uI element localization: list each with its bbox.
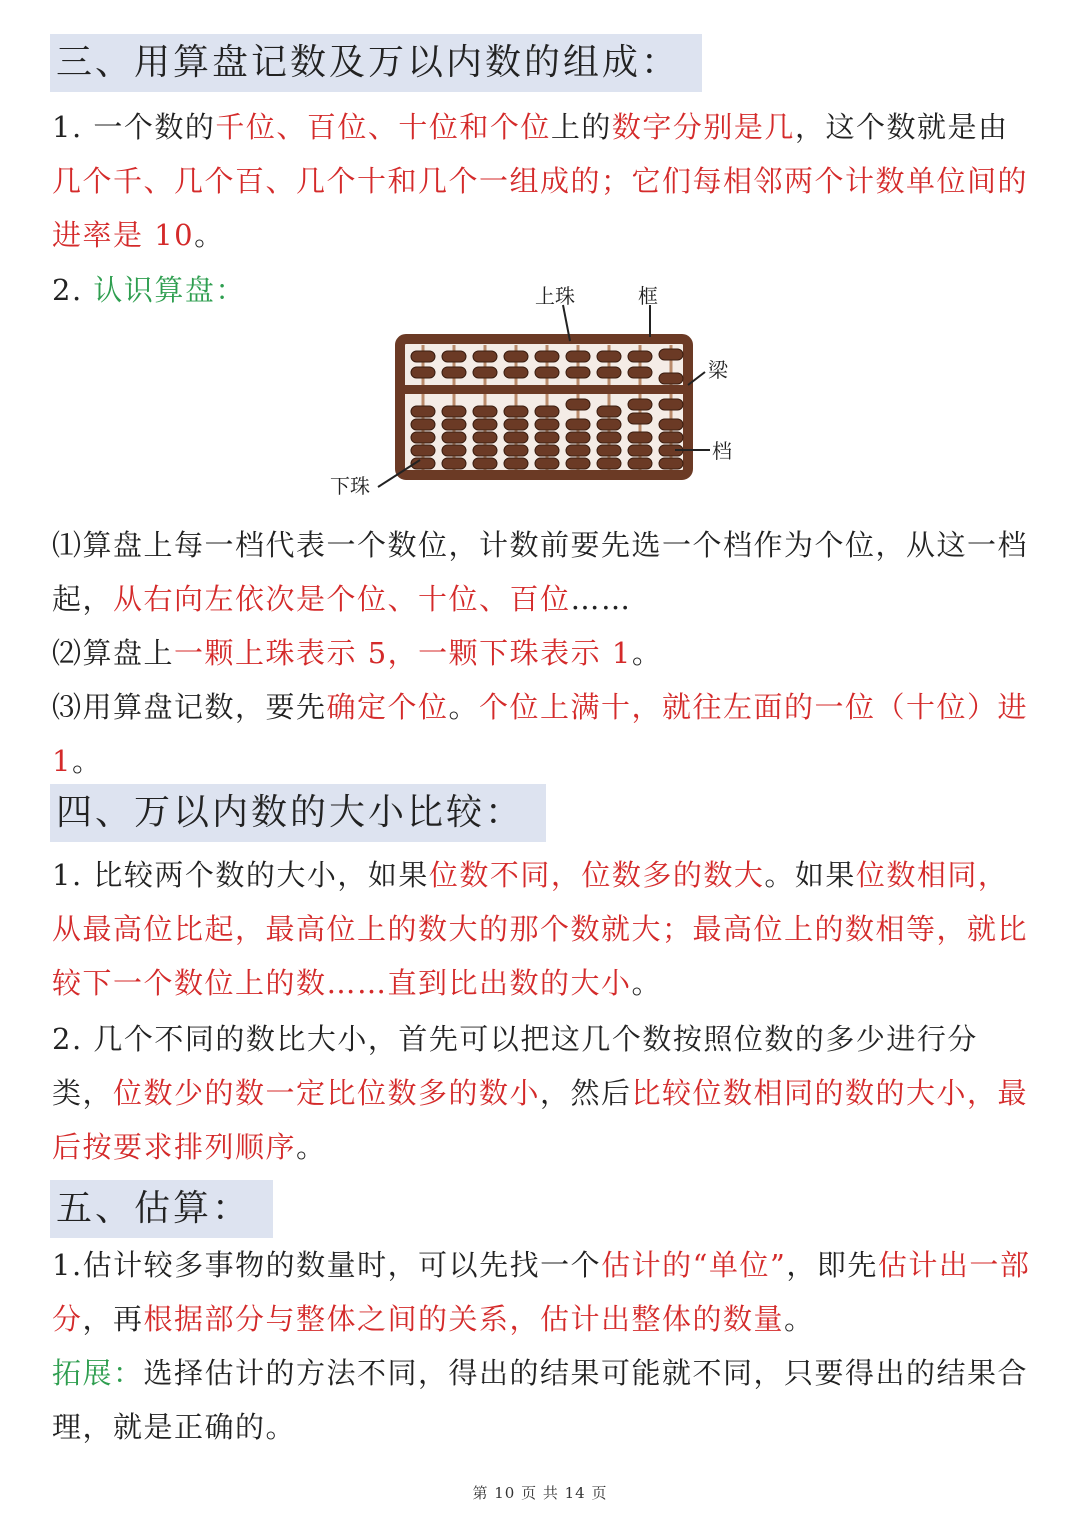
highlight-run: 一颗上珠表示 5，一颗下珠表示 1 <box>174 636 632 670</box>
abacus-lower-bead <box>411 432 435 443</box>
abacus-lower-bead <box>628 413 652 424</box>
abacus-intro-label: 认识算盘： <box>93 273 246 307</box>
label-beam: 梁 <box>708 358 728 382</box>
text-run: ⑴算盘上每一档代表一个数位，计数前要先选一个档作为个位，从这一档起， <box>52 528 1029 616</box>
text-run: …… <box>570 582 632 616</box>
abacus-upper-bead <box>535 367 559 378</box>
abacus-lower-bead <box>504 406 528 417</box>
text-run: 。 <box>784 1302 815 1336</box>
abacus-lower-bead <box>473 432 497 443</box>
abacus-lower-bead <box>597 458 621 469</box>
abacus-lower-bead <box>504 445 528 456</box>
text-run: 1.估计较多事物的数量时，可以先找一个 <box>52 1248 602 1282</box>
abacus-lower-bead <box>535 458 559 469</box>
text-run: 。 <box>631 966 663 1000</box>
text-run: 选择估计的方法不同，得出的结果可能就不同，只要得出的结果合理，就是正确的。 <box>52 1356 1029 1444</box>
label-rod: 档 <box>712 439 732 463</box>
highlight-run: 根据部分与整体之间的关系，估计出整体的数量 <box>143 1302 785 1336</box>
abacus-lower-bead <box>566 445 590 456</box>
abacus-upper-bead <box>473 351 497 362</box>
abacus-lower-bead <box>442 406 466 417</box>
abacus-lower-bead <box>473 445 497 456</box>
text-run: 。如果 <box>764 858 856 892</box>
abacus-lower-bead <box>535 406 559 417</box>
abacus-lower-bead <box>411 445 435 456</box>
abacus-lower-bead <box>504 419 528 430</box>
abacus-beads <box>411 349 683 469</box>
abacus-lower-bead <box>659 458 683 469</box>
highlight-run: 位数不同，位数多的数大 <box>428 858 765 892</box>
section-heading-4: 四、万以内数的大小比较： <box>50 784 546 842</box>
text-run: 上的 <box>550 110 612 144</box>
highlight-run: 估计出一部分 <box>52 1248 1031 1336</box>
abacus-upper-bead <box>659 373 683 384</box>
abacus-upper-bead <box>597 351 621 362</box>
text-run: ，再 <box>82 1302 144 1336</box>
abacus-lower-bead <box>473 458 497 469</box>
abacus-lower-bead <box>473 419 497 430</box>
text-run: 。 <box>296 1130 327 1164</box>
section3-item-3 <box>52 680 1037 788</box>
extension-label: 拓展： <box>52 1356 144 1390</box>
highlight-run: 从右向左依次是个位、十位、百位 <box>113 582 571 616</box>
text-run: ，然后 <box>540 1076 632 1110</box>
section3-item-1 <box>52 518 1037 626</box>
abacus-lower-bead <box>411 406 435 417</box>
abacus-lower-bead <box>566 432 590 443</box>
abacus-lower-bead <box>597 406 621 417</box>
highlight-run: 位数少的数一定比位数多的数小 <box>113 1076 541 1110</box>
abacus-upper-bead <box>504 367 528 378</box>
abacus-upper-bead <box>628 351 652 362</box>
highlight-run: 估计的“单位” <box>601 1248 787 1282</box>
text-run: 。 <box>194 218 225 252</box>
abacus-upper-bead <box>628 367 652 378</box>
abacus-lower-bead <box>566 419 590 430</box>
abacus-upper-bead <box>566 351 590 362</box>
list-number: 2. <box>52 273 94 307</box>
abacus-lower-bead <box>659 399 683 410</box>
abacus-upper-bead <box>597 367 621 378</box>
text-run: ⑵算盘上 <box>52 636 175 670</box>
highlight-run: 千位、百位、十位和个位 <box>215 110 551 144</box>
abacus-svg <box>320 275 760 505</box>
abacus-lower-bead <box>473 406 497 417</box>
abacus-beam <box>400 385 688 394</box>
text-run: ⑶用算盘记数，要先 <box>52 690 327 724</box>
abacus-lower-bead <box>442 432 466 443</box>
abacus-lower-bead <box>597 419 621 430</box>
abacus-lower-bead <box>442 458 466 469</box>
abacus-lower-bead <box>504 458 528 469</box>
section-heading-3: 三、用算盘记数及万以内数的组成： <box>50 34 702 92</box>
section-heading-5: 五、估算： <box>50 1180 273 1238</box>
abacus-upper-bead <box>442 367 466 378</box>
abacus-upper-bead <box>411 367 435 378</box>
highlight-run: 比较位数相同的数的大小，最后按要求排列顺序 <box>52 1076 1029 1164</box>
highlight-run: 数字分别是几 <box>611 110 795 144</box>
label-frame: 框 <box>638 284 658 308</box>
text-run: 。 <box>71 744 103 778</box>
label-upper-bead: 上珠 <box>535 284 575 308</box>
text-run: 。 <box>448 690 480 724</box>
abacus-lower-bead <box>628 399 652 410</box>
abacus-upper-bead <box>473 367 497 378</box>
abacus-illustration <box>320 275 760 505</box>
text-run: 2. 几个不同的数比大小，首先可以把这几个数按照位数的多少进行分类， <box>52 1022 978 1110</box>
abacus-lower-bead <box>597 445 621 456</box>
abacus-lower-bead <box>628 432 652 443</box>
abacus-lower-bead <box>442 419 466 430</box>
text-run: 。 <box>631 636 663 670</box>
abacus-lower-bead <box>535 445 559 456</box>
section5-paragraph-1 <box>52 1238 1037 1346</box>
label-lower-bead: 下珠 <box>330 474 370 498</box>
abacus-lower-bead <box>504 432 528 443</box>
abacus-lower-bead <box>535 419 559 430</box>
section3-paragraph-1 <box>52 100 1037 262</box>
abacus-lower-bead <box>566 399 590 410</box>
section4-paragraph-2 <box>52 1012 1037 1174</box>
abacus-lower-bead <box>597 432 621 443</box>
highlight-run: 确定个位 <box>326 690 449 724</box>
abacus-upper-bead <box>566 367 590 378</box>
page-footer: 第 10 页 共 14 页 <box>472 1484 608 1502</box>
text-run: 1. 比较两个数的大小，如果 <box>52 858 429 892</box>
highlight-run: 个位上满十，就往左面的一位（十位）进 1 <box>52 690 1029 778</box>
abacus-upper-bead <box>659 349 683 360</box>
abacus-lower-bead <box>411 419 435 430</box>
abacus-upper-bead <box>442 351 466 362</box>
highlight-run: 位数相同，从最高位比起，最高位上的数大的那个数就大；最高位上的数相等，就比较下一个数位上的数……直到比出数的大小 <box>52 858 1029 1000</box>
text-run: 1. 一个数的 <box>52 110 216 144</box>
abacus-lower-bead <box>442 445 466 456</box>
text-run: ，这个数就是由 <box>794 110 1009 144</box>
text-run: ，即先 <box>786 1248 878 1282</box>
abacus-lower-bead <box>659 419 683 430</box>
section3-item-2 <box>52 626 1037 680</box>
section5-extension <box>52 1346 1037 1454</box>
abacus-upper-bead <box>535 351 559 362</box>
highlight-run: 几个千、几个百、几个十和几个一组成的；它们每相邻两个计数单位间的进率是 10 <box>52 164 1029 252</box>
section4-paragraph-1 <box>52 848 1037 1010</box>
abacus-lower-bead <box>628 458 652 469</box>
abacus-lower-bead <box>535 432 559 443</box>
abacus-lower-bead <box>566 458 590 469</box>
abacus-lower-bead <box>659 432 683 443</box>
abacus-upper-bead <box>504 351 528 362</box>
abacus-upper-bead <box>411 351 435 362</box>
abacus-lower-bead <box>628 445 652 456</box>
